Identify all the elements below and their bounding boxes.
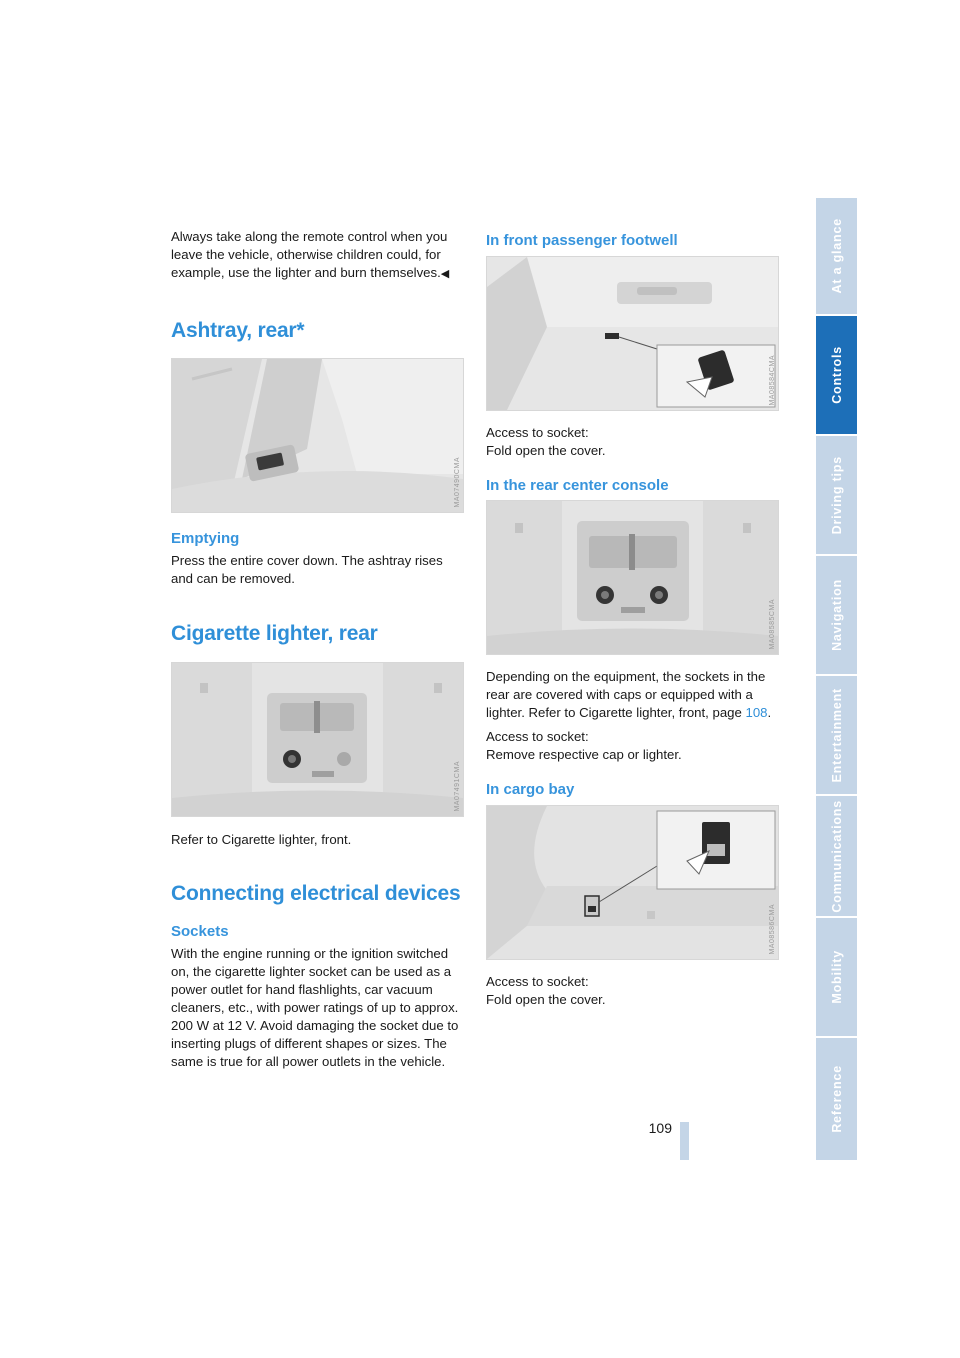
console-text-start: Depending on the equipment, the sockets in the rear are covered with caps or equipped with a lighter. Refer to Cigarette lighter, front, page	[486, 669, 766, 720]
sockets-heading: Sockets	[171, 923, 229, 940]
page-number: 109	[648, 1120, 672, 1136]
cargo-access-label: Access to socket:	[486, 974, 589, 989]
tab-mobility[interactable]	[816, 918, 857, 1036]
intro-text: Always take along the remote control when you leave the vehicle, otherwise children could, for example, use the lighter and burn themselves.	[171, 229, 448, 280]
console-access-text: Remove respective cap or lighter.	[486, 747, 682, 762]
emptying-heading: Emptying	[171, 530, 240, 547]
tab-label: Navigation	[829, 579, 844, 651]
footwell-photo	[486, 256, 779, 411]
left-column	[171, 228, 466, 1071]
footwell-access-label: Access to socket:	[486, 425, 589, 440]
cargo-heading: In cargo bay	[486, 781, 575, 798]
ashtray-heading: Ashtray, rear*	[171, 319, 305, 342]
tab-navigation[interactable]	[816, 556, 857, 674]
tab-label: Driving tips	[829, 455, 844, 535]
tab-entertainment[interactable]	[816, 676, 857, 794]
cargo-photo	[486, 805, 779, 960]
console-heading: In the rear center console	[486, 477, 669, 494]
end-mark: ◀	[440, 268, 450, 280]
tab-label: Communications	[829, 799, 844, 913]
ashtray-photo	[171, 358, 464, 513]
tab-at-a-glance[interactable]	[816, 198, 857, 314]
ashtray-illustration	[172, 359, 463, 512]
tab-controls[interactable]	[816, 316, 857, 434]
photo-code: MA08585CMA	[769, 599, 776, 650]
tab-label: Reference	[829, 1065, 844, 1133]
lighter-heading: Cigarette lighter, rear	[171, 622, 378, 645]
tab-driving-tips[interactable]	[816, 436, 857, 554]
lighter-photo	[171, 662, 464, 817]
cargo-access-text: Fold open the cover.	[486, 992, 606, 1007]
photo-code: MA07491CMA	[454, 761, 461, 812]
electrical-heading: Connecting electrical devices	[171, 882, 461, 905]
right-column	[486, 228, 782, 1009]
photo-code: MA07490CMA	[454, 457, 461, 508]
console-text-end: .	[767, 705, 772, 720]
rear-console-sockets-illustration	[487, 501, 778, 654]
page-link[interactable]: 108	[745, 705, 768, 720]
tab-label: At a glance	[829, 218, 844, 294]
footwell-access-text: Fold open the cover.	[486, 443, 606, 458]
console-photo	[486, 500, 779, 655]
page-marker-bar	[680, 1122, 689, 1160]
rear-console-illustration	[172, 663, 463, 816]
console-text	[486, 668, 782, 722]
cargo-bay-illustration	[487, 806, 778, 959]
sockets-text: With the engine running or the ignition switched on, the cigarette lighter socket can be used as a power outlet for hand flashlights, car vacuum cleaners, etc., with power ratings of up to approx. 200 W at 12 V. Avoid damaging the socket due to inserting plugs of different shapes or sizes. The same is true for all power outlets in the vehicle.	[171, 946, 459, 1069]
tab-label: Mobility	[829, 950, 844, 1004]
tab-reference[interactable]	[816, 1038, 857, 1160]
photo-code: MA08586CMA	[769, 904, 776, 955]
footwell-heading: In front passenger footwell	[486, 232, 678, 249]
photo-code: MA08584CMA	[769, 355, 776, 406]
lighter-text: Refer to Cigarette lighter, front.	[171, 832, 352, 847]
tab-label: Controls	[829, 346, 844, 404]
emptying-text: Press the entire cover down. The ashtray rises and can be removed.	[171, 553, 443, 586]
tab-label: Entertainment	[829, 687, 844, 783]
console-access-label: Access to socket:	[486, 729, 589, 744]
intro-paragraph	[171, 228, 466, 283]
footwell-illustration	[487, 257, 778, 410]
tab-communications[interactable]	[816, 796, 857, 916]
